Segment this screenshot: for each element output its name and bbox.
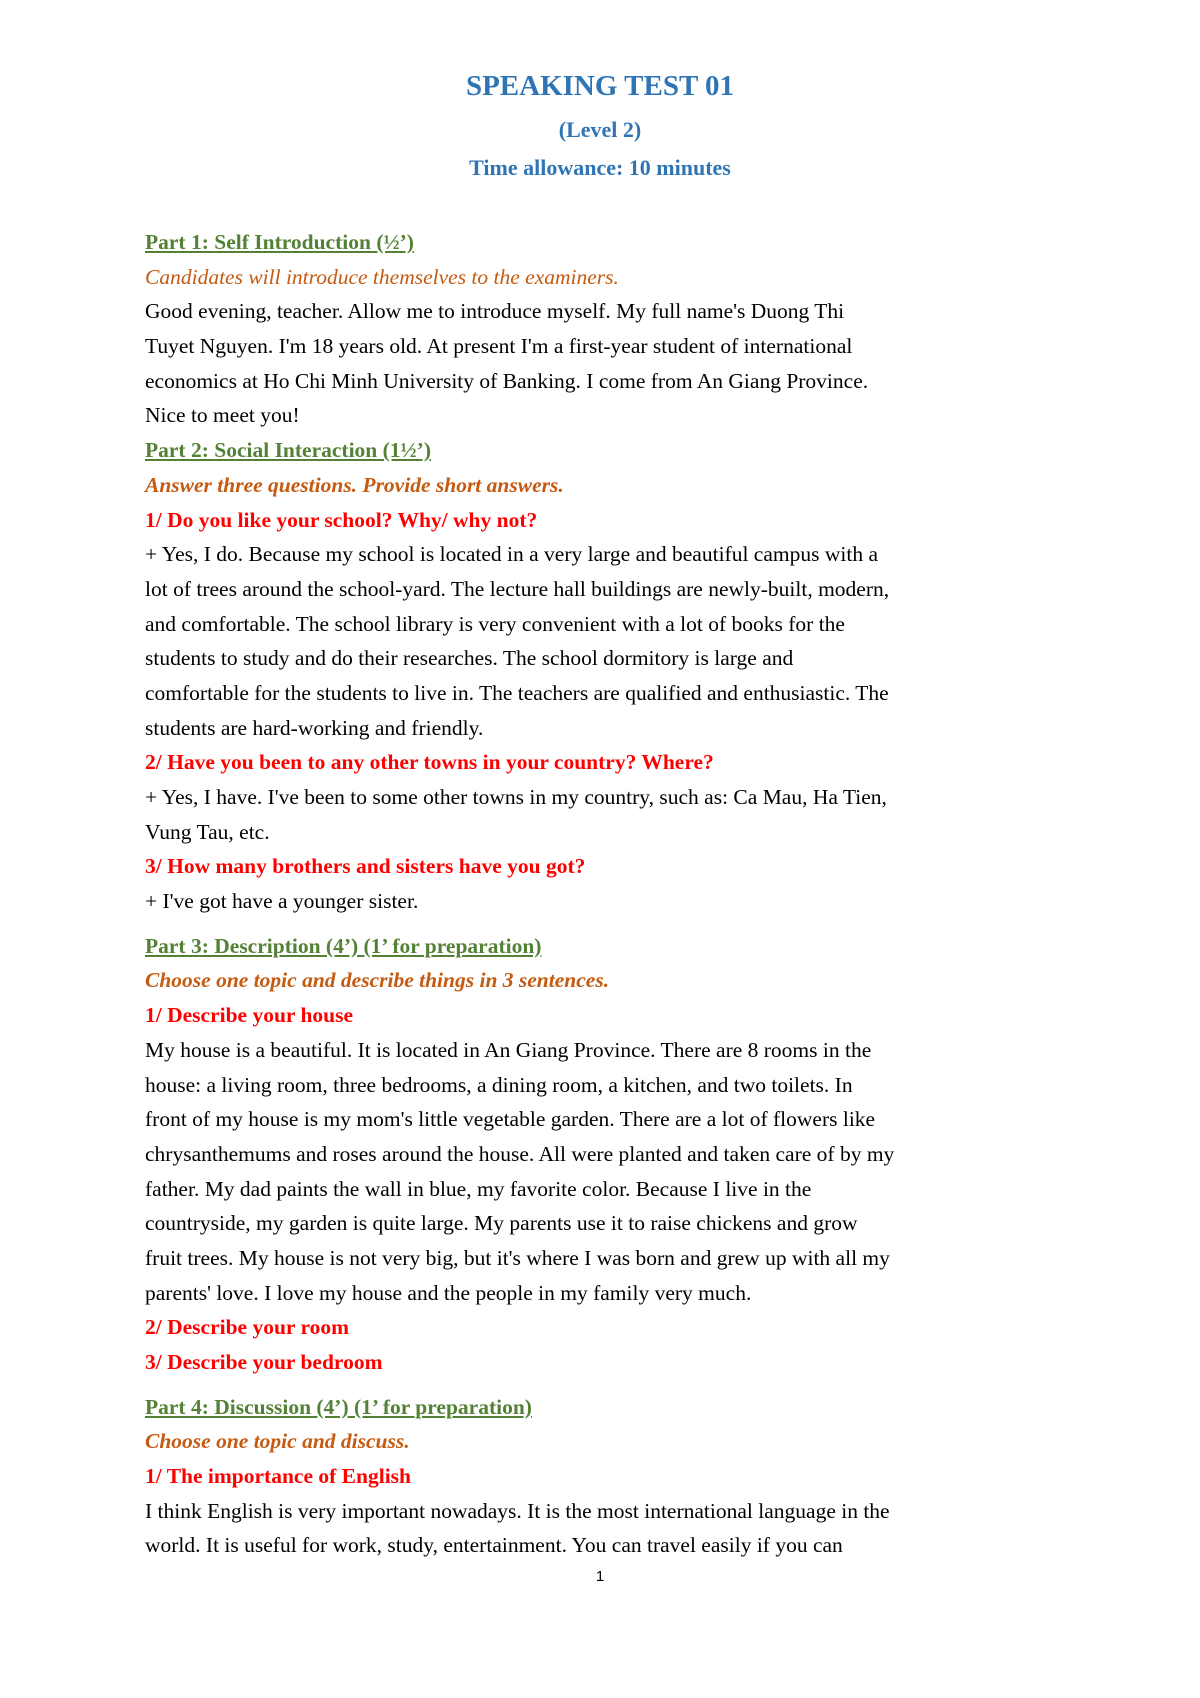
part2-question-1: 1/ Do you like your school? Why/ why not?	[145, 507, 538, 532]
part2-answer-2-line: Vung Tau, etc.	[145, 819, 270, 844]
part4-instruction: Choose one topic and discuss.	[145, 1429, 410, 1454]
part2-question-3: 3/ How many brothers and sisters have you got?	[145, 854, 586, 879]
part3-answer-1-line: My house is a beautiful. It is located in An Giang Province. There are 8 rooms in the	[145, 1037, 872, 1062]
part3-answer-1-line: front of my house is my mom's little vegetable garden. There are a lot of flowers like	[145, 1107, 876, 1132]
part4-question-1: 1/ The importance of English	[145, 1464, 411, 1489]
part3-question-3: 3/ Describe your bedroom	[145, 1350, 383, 1374]
part1-answer-line: Tuyet Nguyen. I'm 18 years old. At present I'm a first-year student of international	[145, 334, 853, 359]
part2-instruction: Answer three questions. Provide short answers.	[145, 472, 564, 497]
part2-answer-1-line: and comfortable. The school library is very convenient with a lot of books for the	[145, 611, 845, 636]
part2-answer-1-line: lot of trees around the school-yard. The lecture hall buildings are newly-built, modern,	[145, 576, 890, 601]
part3-heading: Part 3: Description (4’) (1’ for preparation)	[145, 933, 542, 958]
part3-answer-1-line: parents' love. I love my house and the people in my family very much.	[145, 1280, 752, 1305]
part1-heading: Part 1: Self Introduction (½’)	[145, 230, 414, 254]
part1-answer-line: Nice to meet you!	[145, 403, 300, 428]
document-body	[145, 225, 1070, 1563]
part4-answer-1-line: I think English is very important nowadays. It is the most international language in the	[145, 1498, 890, 1523]
part3-answer-1-line: countryside, my garden is quite large. My parents use it to raise chickens and grow	[145, 1211, 858, 1236]
part1-instruction: Candidates will introduce themselves to the examiners.	[145, 264, 619, 289]
part1-answer-line: Good evening, teacher. Allow me to introduce myself. My full name's Duong Thi	[145, 299, 845, 324]
part2-answer-1-line: comfortable for the students to live in. The teachers are qualified and enthusiastic. The	[145, 680, 889, 705]
part3-answer-1-line: house: a living room, three bedrooms, a dining room, a kitchen, and two toilets. In	[145, 1072, 853, 1097]
test-level: (Level 2)	[558, 117, 642, 142]
part3-question-2: 2/ Describe your room	[145, 1315, 350, 1340]
part2-heading: Part 2: Social Interaction (1½’)	[145, 438, 431, 463]
test-title: SPEAKING TEST 01	[465, 70, 735, 102]
part2-answer-1-line: + Yes, I do. Because my school is located in a very large and beautiful campus with a	[145, 542, 878, 567]
part1-answer-line: economics at Ho Chi Minh University of Banking. I come from An Giang Province.	[145, 368, 869, 393]
part3-answer-1-line: father. My dad paints the wall in blue, my favorite color. Because I live in the	[145, 1176, 812, 1201]
part3-answer-1-line: chrysanthemums and roses around the house. All were planted and taken care of by my	[145, 1141, 895, 1166]
spacer	[145, 919, 1070, 929]
part4-heading: Part 4: Discussion (4’) (1’ for preparation)	[145, 1394, 532, 1419]
part4-answer-1-line: world. It is useful for work, study, entertainment. You can travel easily if you can	[145, 1533, 843, 1558]
part2-answer-1-line: students are hard-working and friendly.	[145, 715, 484, 740]
part2-question-2: 2/ Have you been to any other towns in your country? Where?	[145, 750, 714, 775]
part3-answer-1-line: fruit trees. My house is not very big, but it's where I was born and grew up with all my	[145, 1245, 890, 1270]
part2-answer-3-line: + I've got have a younger sister.	[145, 889, 419, 914]
part3-instruction: Choose one topic and describe things in 3 sentences.	[145, 968, 610, 993]
part3-question-1: 1/ Describe your house	[145, 1003, 354, 1028]
time-allowance: Time allowance: 10 minutes	[469, 155, 731, 180]
page-number: 1	[595, 1568, 605, 1585]
part2-answer-2-line: + Yes, I have. I've been to some other towns in my country, such as: Ca Mau, Ha Tien,	[145, 785, 887, 809]
part2-answer-1-line: students to study and do their researches. The school dormitory is large and	[145, 646, 794, 671]
spacer	[145, 1380, 1070, 1390]
